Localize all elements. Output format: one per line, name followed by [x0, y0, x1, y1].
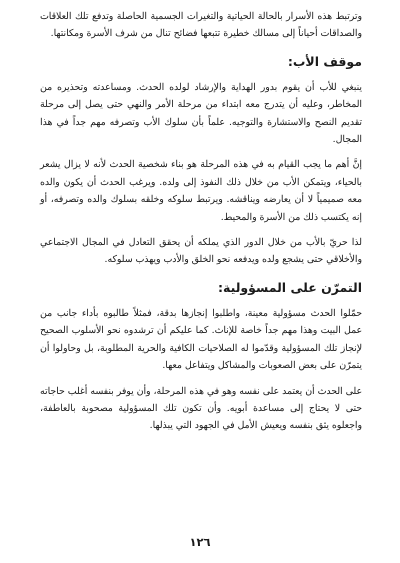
spacer	[40, 375, 362, 383]
intro-paragraph: وترتبط هذه الأسرار بالحالة الحياتية والتغيرات الجسمية الحاصلة وتدفع تلك العلاقات والصداقات أحياناً إلى مسالك خطيرة تتبعها فضائح تنال من شرف الأسرة ومكانتها.	[40, 11, 362, 40]
father-paragraph-1: ينبغي للأب أن يقوم بدور الهداية والإرشاد لولده الحدث. ومساعدته وتحذيره من المخاطر، وعليه أن يتدرج معه ابتداء من مرحلة الأمر والنهي حتى يصل إلى مرحلة تقديم النصح والاستشارة والتوجيه. علماً بأن سلوك الأب وتصرفه مهم جداً في هذا المجال.	[40, 81, 362, 146]
page-number: ١٢٦	[189, 535, 211, 549]
spacer	[40, 71, 362, 79]
father-paragraph-2: إنَّ أهم ما يجب القيام به في هذه المرحلة هو بناء شخصية الحدث لأنه لا يزال يشعر بالحياء، ويتمكن الأب من خلال ذلك النفوذ إلى ولده. ويرغب الحدث أن يكون والده معه صميمياً لا أن يعارضه ويناقشه. ويرتبط سلوكه وخلقه بسلوك والده وتصرفه، أو إنه يكتسب ذلك من الأسرة والمحيط.	[40, 159, 362, 223]
father-paragraph-3: لذا حريّ بالأب من خلال الدور الذي يملكه أن يحقق التعادل في المجال الاجتماعي والأخلاقي حتى يشجع ولده ويدفعه نحو الخلق والأدب ويهذب سلوكه.	[40, 237, 362, 266]
responsibility-paragraph-2: على الحدث أن يعتمد على نفسه وهو في هذه المرحلة، وأن يوفر بنفسه أغلب حاجاته حتى لا يحتاج إلى مساعدة أبويه. وأن تكون تلك المسؤولية مصحوبة بالعاطفة، واجعلوه يثق بنفسه ويعيش الأمل في الجهود التي يبذلها.	[40, 385, 363, 432]
spacer	[40, 226, 362, 234]
spacer	[40, 269, 362, 279]
spacer	[40, 297, 362, 305]
section-heading-responsibility: التمرّن على المسؤولية:	[218, 279, 362, 295]
responsibility-paragraph-1: حمّلوا الحدث مسؤولية معينة، واطلبوا إنجازها بدقة، فمثلاً طالبوه بأداء جانب من عمل البيت وهذا مهم جداً خاصة للإناث. كما عليكم أن ترشدوه نحو الأسلوب الصحيح لإنجاز تلك المسؤولية وقدّموا له الصلاحيات الكافية والحرية المطلوبة، بل وحاولوا أن يتمرّن على بعض الصعوبات والمشاكل ويتفاعل معها.	[40, 307, 362, 372]
spacer	[40, 43, 362, 53]
section-heading-father-role: موقف الأب:	[287, 53, 362, 69]
spacer	[40, 148, 362, 156]
